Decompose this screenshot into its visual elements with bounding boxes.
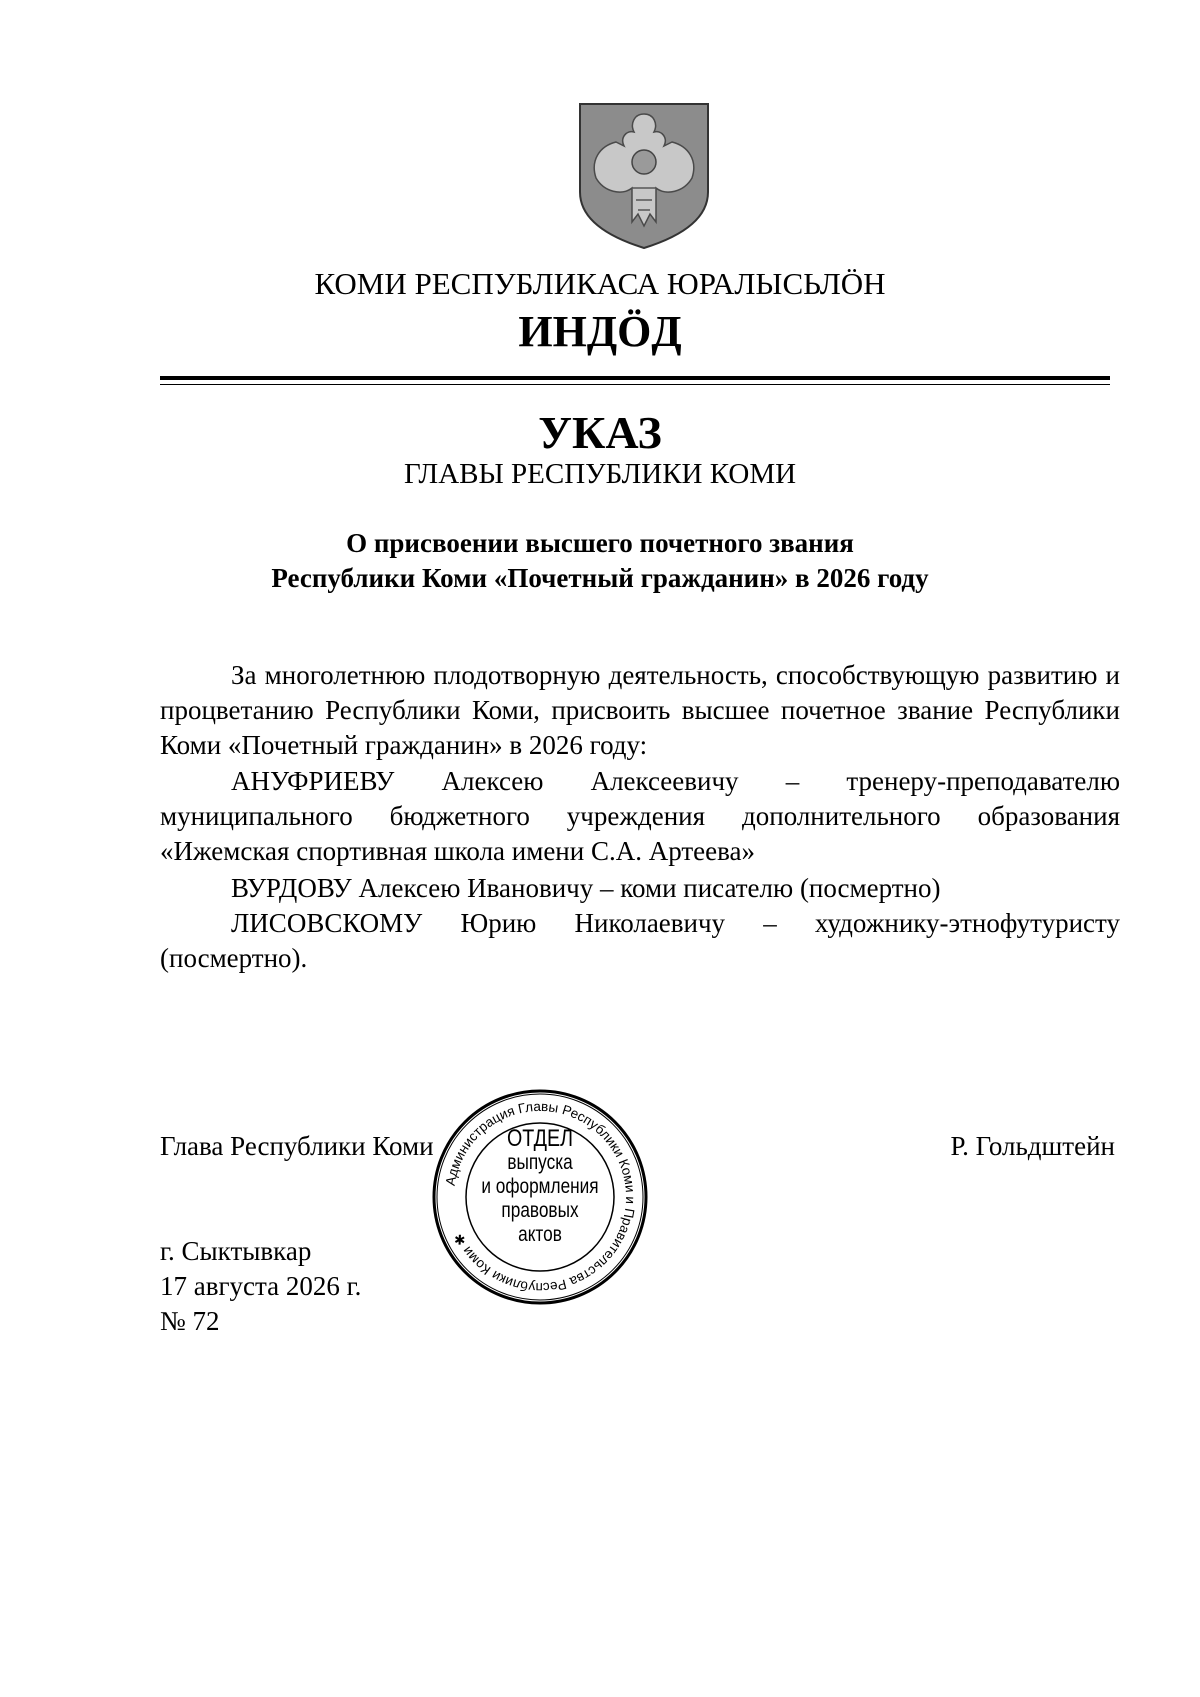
org-name-komi: КОМИ РЕСПУБЛИКАСА ЮРАЛЫСЬЛӦН [314, 266, 886, 301]
body-paragraph: ВУРДОВУ Алексею Ивановичу – коми писателю (посмертно) [231, 873, 941, 903]
body-paragraph: За многолетнюю плодотворную деятельность, способствующую развитию и процветанию Республики Коми, присвоить высшее почетное звание Республики Коми «Почетный гражданин» в 2026 году: [160, 660, 1120, 760]
coat-of-arms-icon [576, 100, 712, 250]
official-stamp [430, 1087, 650, 1307]
subject-line-1: О присвоении высшего почетного звания [346, 528, 854, 558]
header-divider-thick [160, 376, 1110, 380]
decree-number: № 72 [160, 1306, 220, 1336]
issue-date: 17 августа 2026 г. [160, 1271, 362, 1301]
place-of-issue: г. Сыктывкар [160, 1236, 312, 1266]
body-paragraph: ЛИСОВСКОМУ Юрию Николаевичу – художнику-этнофутуристу (посмертно). [160, 908, 1120, 973]
signatory-position: Глава Республики Коми [160, 1131, 434, 1161]
doc-type-komi: ИНДӦД [518, 307, 682, 356]
stamp-center-text: ОТДЕЛ выпуска и оформления правовых актов [481, 1125, 599, 1246]
doc-type: УКАЗ [538, 407, 662, 458]
body-paragraph: АНУФРИЕВУ Алексею Алексеевичу – тренеру-преподавателю муниципального бюджетного учреждения дополнительного образования «Ижемская спортивная школа имени С.А. Артеева» [160, 766, 1120, 866]
subject-line-2: Республики Коми «Почетный гражданин» в 2026 году [271, 563, 929, 593]
header-divider-thin [160, 384, 1110, 385]
issuer: ГЛАВЫ РЕСПУБЛИКИ КОМИ [403, 458, 797, 490]
signatory-name: Р. Гольдштейн [950, 1131, 1115, 1161]
stamp-ring-text: Администрация Главы Республики Коми и Правительства Республики Коми ✱ [442, 1098, 639, 1296]
